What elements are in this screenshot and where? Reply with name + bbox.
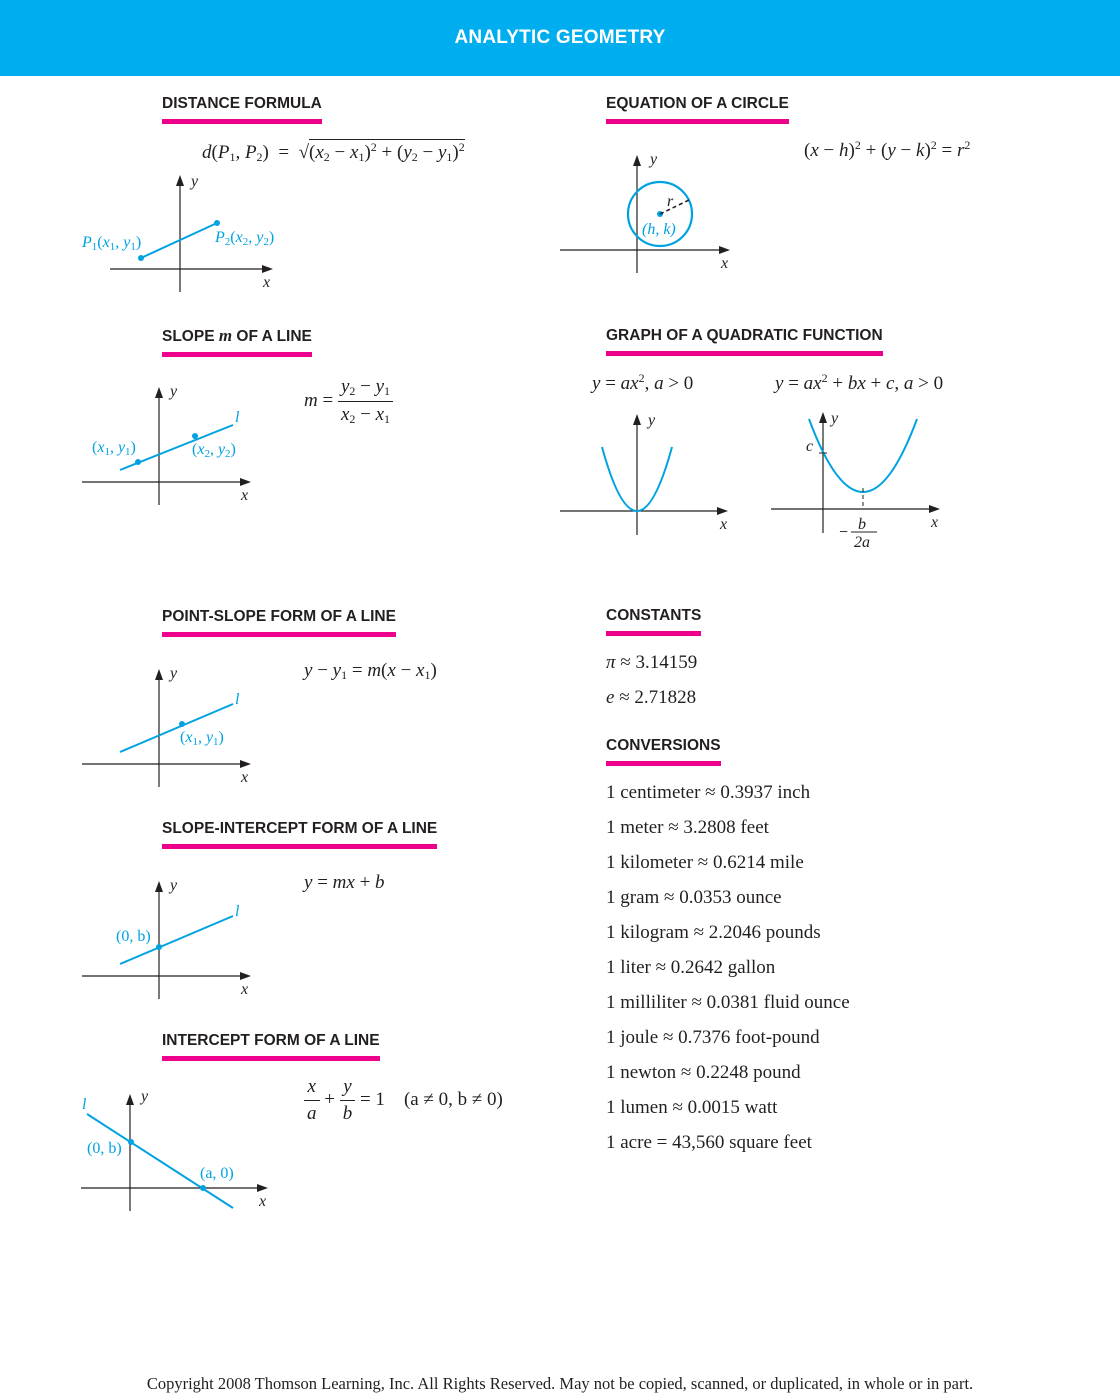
intercept-formula: $\frac{x}{a}$ + $\frac{y}{b}$ = 1 (a ≠ 0, b ≠ 0) [304,1076,503,1125]
y-axis-label: y [141,1088,149,1105]
x-axis-arrow [719,246,730,254]
y-intercept-point [156,944,162,950]
center-label: (h, k) [642,221,676,238]
y-axis-arrow [819,412,827,423]
radius-label: r [667,193,674,210]
page-banner [0,0,1120,76]
constants-heading: CONSTANTS [606,607,701,636]
y-axis-label: y [170,877,178,894]
intercept-c-label: c [806,438,814,455]
vertex-sign: − [839,524,849,541]
distance-formula: $d(P_1$, $P_2) = √(x_2 - x_1)^2 + (y_2 - y_1)^2$ [202,140,465,164]
x-axis-label: x [720,516,728,533]
distance-graph [70,170,290,300]
point-1 [135,459,141,465]
radius-line [660,200,689,214]
line-label: l [235,903,240,920]
page-title: ANALYTIC GEOMETRY [454,27,666,48]
y-axis-label: y [831,410,839,427]
x-axis-arrow [257,1184,268,1192]
parabola [809,419,917,492]
x-axis-label: x [263,274,271,291]
quadratic-formula-1: $y = ax^2$, a > 0 [592,371,694,394]
intercept-graph [75,1085,295,1215]
conversion-item: 1 centimeter ≈ 0.3937 inch [606,782,811,803]
y-axis-arrow [633,155,641,166]
x-axis-label: x [241,981,249,998]
x-axis-arrow [929,505,940,513]
segment-p1-p2 [141,223,217,258]
slope-intercept-formula: y = mx + b [304,872,385,893]
line-label: l [82,1096,87,1113]
y-axis-label: y [648,412,656,429]
point-1-label: (x1, y1) [92,439,136,458]
line-label: l [235,691,240,708]
slope-intercept-graph [70,874,290,1004]
point-slope-formula: $y - y_1 = m(x - x_1)$ [304,660,437,682]
x-axis-arrow [262,265,273,273]
quadratic-graph-1 [555,405,745,540]
intercept-condition: (a ≠ 0, b ≠ 0) [403,1088,503,1110]
y-axis-arrow [633,414,641,425]
y-intercept-label: (0, b) [116,928,151,945]
conversion-item: 1 kilometer ≈ 0.6214 mile [606,852,804,873]
conversion-item: 1 newton ≈ 0.2248 pound [606,1062,801,1083]
y-axis-label: y [170,665,178,682]
distance-formula-heading: DISTANCE FORMULA [162,95,322,124]
x-axis-arrow [240,760,251,768]
y-intercept-point [128,1139,134,1145]
x-axis-arrow [717,507,728,515]
y-axis-arrow [155,387,163,398]
x-axis-label: x [931,514,939,531]
x-axis-label: x [241,769,249,786]
p1-label: P1(x1, y1) [82,234,142,253]
conversion-item: 1 milliliter ≈ 0.0381 fluid ounce [606,992,850,1013]
conversion-item: 1 gram ≈ 0.0353 ounce [606,887,782,908]
copyright-footer: Copyright 2008 Thomson Learning, Inc. All Rights Reserved. May not be copied, scanned, or duplicated, in whole or in part. [146,1374,974,1393]
y-intercept-label: (0, b) [87,1140,122,1157]
point-p1 [138,255,144,261]
x-axis-label: x [259,1193,267,1210]
vertex-numerator: b [858,516,866,533]
line-l [87,1114,233,1208]
point-1-label: (x1, y1) [180,729,224,748]
vertex-denominator: 2a [854,534,870,551]
conversion-item: 1 kilogram ≈ 2.2046 pounds [606,922,821,943]
x-axis-label: x [721,255,729,272]
quadratic-heading: GRAPH OF A QUADRATIC FUNCTION [606,327,883,356]
circle-graph [555,150,745,275]
intercept-heading: INTERCEPT FORM OF A LINE [162,1032,380,1061]
point-1 [179,721,185,727]
y-axis-label: y [170,383,178,400]
point-slope-graph [70,662,290,792]
circle-heading: EQUATION OF A CIRCLE [606,95,789,124]
x-intercept-label: (a, 0) [200,1165,234,1182]
conversion-item: 1 joule ≈ 0.7376 foot-pound [606,1027,820,1048]
conversion-item: 1 liter ≈ 0.2642 gallon [606,957,776,978]
y-axis-arrow [176,175,184,186]
y-axis-label: y [191,173,199,190]
point-2-label: (x2, y2) [192,441,236,460]
x-axis-label: x [241,487,249,504]
slope-intercept-heading: SLOPE-INTERCEPT FORM OF A LINE [162,820,437,849]
x-intercept-point [200,1185,206,1191]
constant-pi: π ≈ 3.14159 [606,652,698,673]
point-p2 [214,220,220,226]
circle-formula: $(x - h)^2 + (y - k)^2 = r^2$ [804,138,971,161]
conversion-item: 1 meter ≈ 3.2808 feet [606,817,769,838]
line-label: l [235,409,240,426]
y-axis-label: y [650,151,658,168]
x-axis-arrow [240,478,251,486]
slope-formula: m = $\frac{y_2 - y_1}{x_2 - x_1}$ [304,376,393,427]
p2-label: P2(x2, y2) [215,229,275,248]
conversions-heading: CONVERSIONS [606,737,721,766]
slope-graph [70,380,290,510]
constant-e: e ≈ 2.71828 [606,687,697,708]
quadratic-formula-2: $y = ax^2$ + bx + c, a > 0 [775,371,944,394]
x-axis-arrow [240,972,251,980]
conversion-item: 1 lumen ≈ 0.0015 watt [606,1097,778,1118]
conversion-item: 1 acre = 43,560 square feet [606,1132,812,1153]
y-axis-arrow [126,1094,134,1105]
point-slope-heading: POINT-SLOPE FORM OF A LINE [162,608,396,637]
slope-heading: SLOPE m OF A LINE [162,326,312,357]
y-axis-arrow [155,669,163,680]
quadratic-graph-2 [765,405,950,555]
point-2 [192,433,198,439]
y-axis-arrow [155,881,163,892]
